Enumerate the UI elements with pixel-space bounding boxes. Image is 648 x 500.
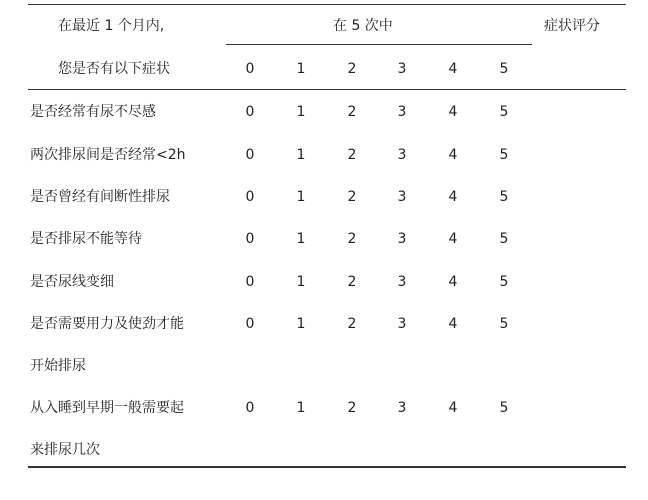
row-scale-option-4: 4 (448, 316, 458, 332)
row-scale-option-0: 0 (245, 231, 255, 247)
row-scale-option-1: 1 (296, 316, 306, 332)
row-label: 是否尿线变细 (30, 274, 114, 290)
row-scale-option-2: 2 (347, 274, 357, 290)
row-scale-option-0: 0 (245, 189, 255, 205)
row-scale-option-1: 1 (296, 400, 306, 416)
header-scale-4: 4 (448, 61, 458, 77)
row-scale-option-5: 5 (499, 104, 509, 120)
row-label-continued: 来排尿几次 (30, 442, 100, 458)
row-scale-option-5: 5 (499, 189, 509, 205)
row-scale-option-4: 4 (448, 274, 458, 290)
row-scale-option-4: 4 (448, 400, 458, 416)
row-scale-option-3: 3 (397, 104, 407, 120)
row-scale-option-4: 4 (448, 104, 458, 120)
header-scale-5: 5 (499, 61, 509, 77)
row-scale-option-5: 5 (499, 274, 509, 290)
header-scale-3: 3 (397, 61, 407, 77)
header-period-label: 在最近 1 个月内, (58, 18, 165, 34)
row-scale-option-3: 3 (397, 231, 407, 247)
row-scale-option-4: 4 (448, 231, 458, 247)
row-scale-option-0: 0 (245, 400, 255, 416)
row-label: 从入睡到早期一般需要起 (30, 400, 184, 416)
row-scale-option-1: 1 (296, 189, 306, 205)
row-label: 是否曾经有间断性排尿 (30, 189, 170, 205)
row-scale-option-1: 1 (296, 147, 306, 163)
row-scale-option-5: 5 (499, 400, 509, 416)
row-scale-option-3: 3 (397, 274, 407, 290)
row-scale-option-0: 0 (245, 274, 255, 290)
header-scale-1: 1 (296, 61, 306, 77)
bottom-rule (28, 466, 626, 468)
header-scale-2: 2 (347, 61, 357, 77)
row-label-continued: 开始排尿 (30, 358, 86, 374)
row-label: 两次排尿间是否经常<2h (30, 147, 186, 163)
row-scale-option-3: 3 (397, 400, 407, 416)
row-scale-option-0: 0 (245, 104, 255, 120)
row-scale-option-2: 2 (347, 231, 357, 247)
row-scale-option-1: 1 (296, 274, 306, 290)
header-frequency-group: 在 5 次中 (333, 18, 393, 34)
row-scale-option-2: 2 (347, 147, 357, 163)
row-scale-option-2: 2 (347, 400, 357, 416)
header-score-label: 症状评分 (544, 18, 600, 34)
header-question-label: 您是否有以下症状 (58, 61, 170, 77)
frequency-group-rule (226, 44, 532, 45)
row-label: 是否经常有尿不尽感 (30, 104, 156, 120)
row-scale-option-4: 4 (448, 189, 458, 205)
row-scale-option-3: 3 (397, 147, 407, 163)
row-scale-option-0: 0 (245, 316, 255, 332)
row-scale-option-1: 1 (296, 104, 306, 120)
row-scale-option-3: 3 (397, 189, 407, 205)
row-scale-option-1: 1 (296, 231, 306, 247)
row-scale-option-5: 5 (499, 316, 509, 332)
row-scale-option-2: 2 (347, 104, 357, 120)
top-rule (28, 4, 626, 5)
row-label: 是否需要用力及使劲才能 (30, 316, 184, 332)
row-scale-option-2: 2 (347, 316, 357, 332)
row-scale-option-0: 0 (245, 147, 255, 163)
row-scale-option-2: 2 (347, 189, 357, 205)
header-bottom-rule (28, 89, 626, 90)
row-label: 是否排尿不能等待 (30, 231, 142, 247)
row-scale-option-4: 4 (448, 147, 458, 163)
row-scale-option-5: 5 (499, 231, 509, 247)
header-scale-0: 0 (245, 61, 255, 77)
row-scale-option-3: 3 (397, 316, 407, 332)
row-scale-option-5: 5 (499, 147, 509, 163)
